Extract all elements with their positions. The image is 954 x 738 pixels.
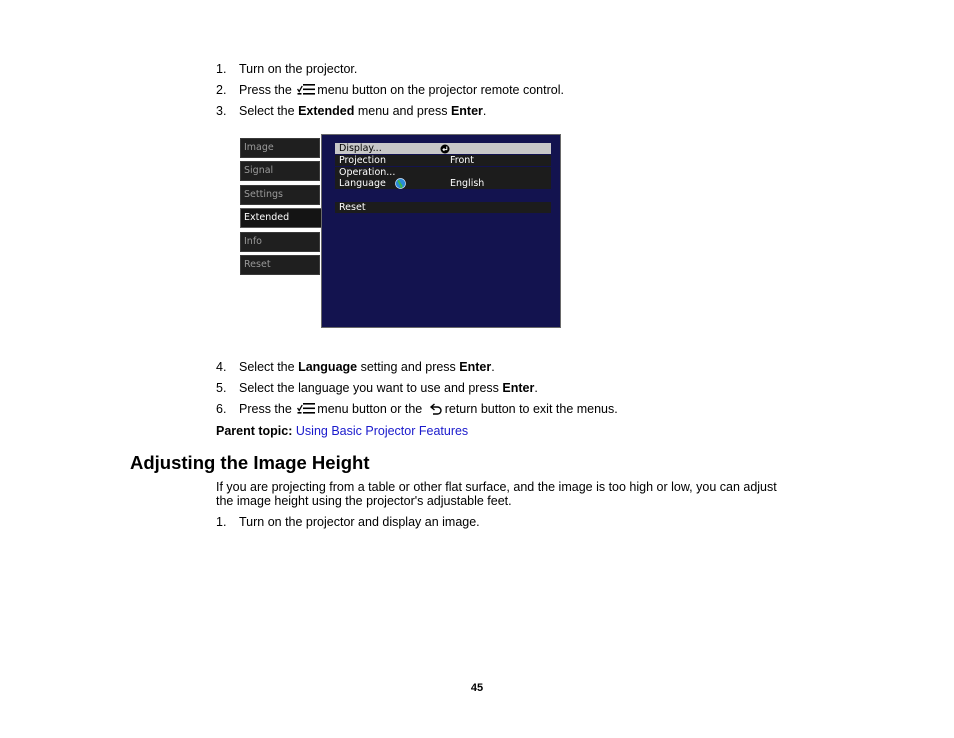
step-number: 6. [216,402,227,416]
menu-row-label: Reset [339,202,366,213]
parent-topic [216,424,468,439]
globe-icon [395,178,406,192]
step-bold-extended: Extended [298,104,355,118]
parent-topic-label: Parent topic: [216,424,293,438]
step-1 [216,62,357,77]
step-bold-enter: Enter [502,381,535,395]
step-text-mid: setting and press [360,360,456,374]
parent-topic-link[interactable]: Using Basic Projector Features [295,424,469,438]
paragraph-line: the image height using the projector's adjustable feet. [216,494,512,508]
menu-row-value: Front [450,155,475,166]
menu-tab-signal: Signal [240,161,320,181]
step-text-before: Select the [239,104,295,118]
step-text-before: Press the [239,402,292,416]
section-step-1 [216,515,480,530]
menu-row-label: Language [339,178,386,189]
step-number: 2. [216,83,227,97]
menu-tab-extended: Extended [240,208,328,228]
section-paragraph [216,480,777,508]
menu-tab-reset: Reset [240,255,320,275]
step-text-end: . [534,381,538,395]
menu-row-language [335,178,551,189]
step-text-end: . [482,104,487,118]
step-bold-enter: Enter [450,104,483,118]
menu-list-icon [297,83,315,100]
step-number: 5. [216,381,227,395]
step-text: Turn on the projector. [239,62,358,76]
page-number: 45 [470,682,484,694]
section-title: Adjusting the Image Height [130,452,370,473]
menu-tab-image: Image [240,138,320,158]
step-text-before: Press the [239,83,292,97]
step-text-before: Select the language you want to use and press [239,381,499,395]
menu-panel [321,134,561,328]
step-bold-enter: Enter [459,360,492,374]
step-text-mid: menu and press [357,104,448,118]
menu-list-icon [297,402,315,419]
menu-row-reset [335,202,551,213]
menu-row-projection [335,155,551,166]
step-number: 1. [216,515,227,529]
menu-row-value: English [450,178,485,189]
menu-row-label: Projection [339,155,386,166]
menu-row-display [335,143,551,154]
step-3 [216,104,486,119]
return-arrow-icon [428,403,442,419]
step-text-end: . [491,360,495,374]
step-2 [216,83,564,100]
step-number: 1. [216,62,227,76]
menu-tab-settings: Settings [240,185,320,205]
step-text-after: menu button on the projector remote control. [317,83,564,97]
step-text-mid: menu button or the [317,402,423,416]
menu-row-label: Display... [339,143,382,154]
step-4 [216,360,495,375]
step-5 [216,381,538,396]
step-bold-language: Language [298,360,358,374]
projector-menu-screenshot [240,134,560,327]
menu-row-label: Operation... [339,167,396,178]
step-text-before: Select the [239,360,295,374]
paragraph-line: If you are projecting from a table or other flat surface, and the image is too high or low, you can adjust [216,480,777,494]
menu-row-operation [335,167,551,178]
menu-tab-info: Info [240,232,320,252]
step-6 [216,402,618,419]
step-text: Turn on the projector and display an image. [239,515,480,529]
step-text-after: return button to exit the menus. [444,402,618,416]
step-number: 3. [216,104,227,118]
step-number: 4. [216,360,227,374]
